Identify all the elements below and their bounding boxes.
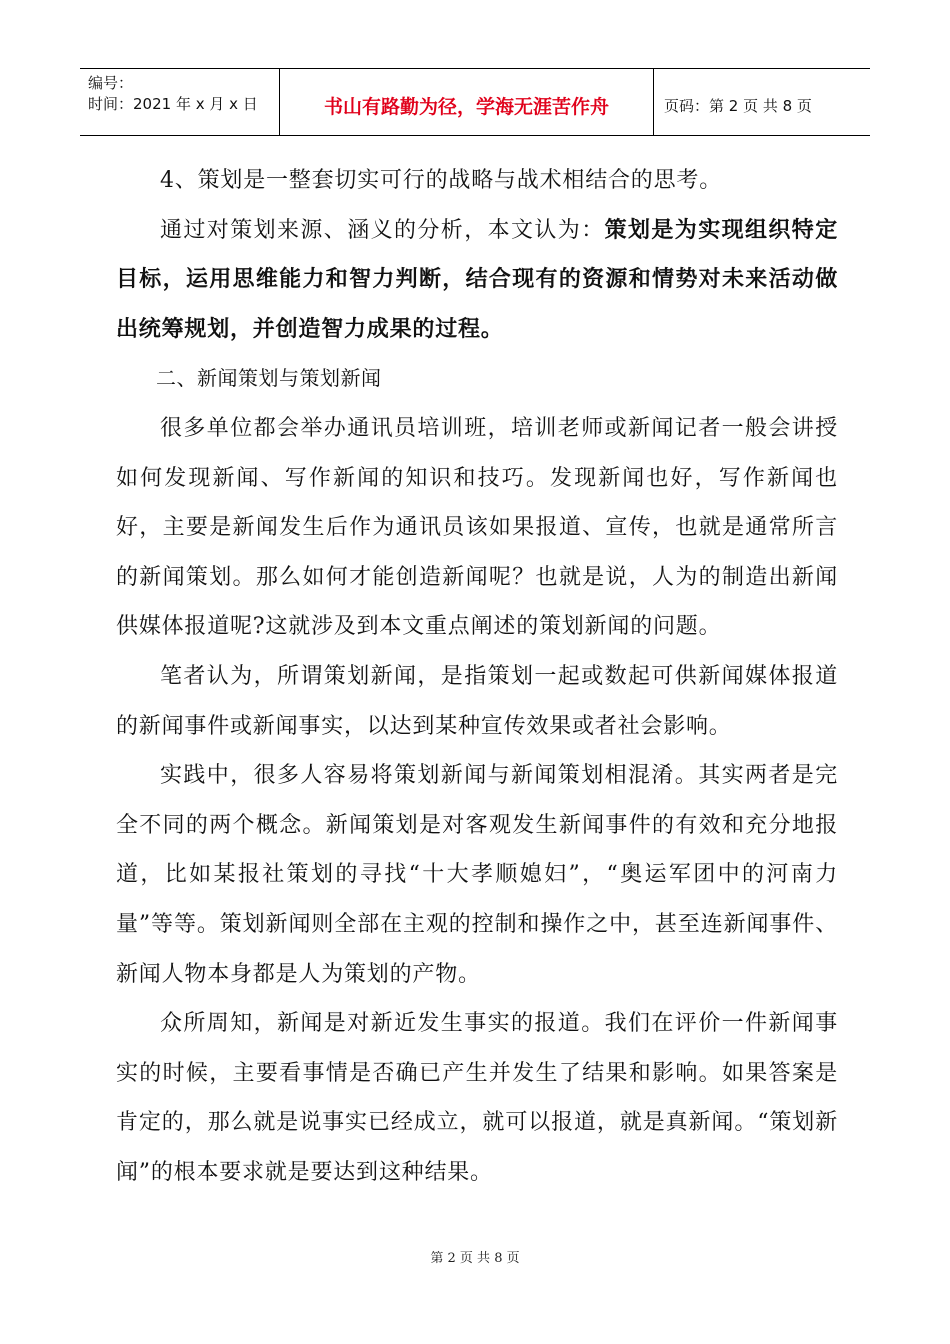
paragraph-definition — [116, 206, 838, 355]
paragraph-comparison: 实践中，很多人容易将策划新闻与新闻策划相混淆。其实两者是完全不同的两个概念。新闻策划是对客观发生新闻事件的有效和充分地报道，比如某报社策划的寻找“十大孝顺媳妇”，“奥运军团中的河南力量”等等。策划新闻则全部在主观的控制和操作之中，甚至连新闻事件、新闻人物本身都是人为策划的产物。 — [116, 763, 838, 987]
document-date-label: 时间：2021 年 x 月 x 日 — [88, 95, 258, 113]
document-number-label: 编号： — [88, 74, 134, 92]
section-heading: 二、新闻策划与策划新闻 — [156, 366, 382, 391]
document-body — [116, 156, 838, 1197]
paragraph-definition-planned-news: 笔者认为，所谓策划新闻，是指策划一起或数起可供新闻媒体报道的新闻事件或新闻事实，以达到某种宣传效果或者社会影响。 — [116, 663, 838, 739]
paragraph-point-4: 4、策划是一整套切实可行的战略与战术相结合的思考。 — [160, 168, 722, 193]
page-header — [80, 68, 870, 136]
paragraph-training: 很多单位都会举办通讯员培训班，培训老师或新闻记者一般会讲授如何发现新闻、写作新闻的知识和技巧。发现新闻也好，写作新闻也好，主要是新闻发生后作为通讯员该如果报道、宣传，也就是通常所言的新闻策划。那么如何才能创造新闻呢？也就是说，人为的制造出新闻供媒体报道呢?这就涉及到本文重点阐述的策划新闻的问题。 — [116, 415, 838, 640]
page-footer: 第 2 页 共 8 页 — [430, 1251, 520, 1266]
header-page-label: 页码：第 2 页 共 8 页 — [664, 96, 812, 115]
definition-intro: 通过对策划来源、涵义的分析，本文认为： — [160, 217, 605, 243]
header-meta — [80, 69, 280, 135]
header-motto: 书山有路勤为径，学海无涯苦作舟 — [280, 69, 654, 135]
definition-bold: 策划是为实现组织特定目标，运用思维能力和智力判断，结合现有的资源和情势对未来活动做出统筹规划，并创造智力成果的过程。 — [116, 217, 838, 342]
paragraph-conclusion: 众所周知，新闻是对新近发生事实的报道。我们在评价一件新闻事实的时候，主要看事情是否确已产生并发生了结果和影响。如果答案是肯定的，那么就是说事实已经成立，就可以报道，就是真新闻。“策划新闻”的根本要求就是要达到这种结果。 — [116, 1011, 838, 1185]
